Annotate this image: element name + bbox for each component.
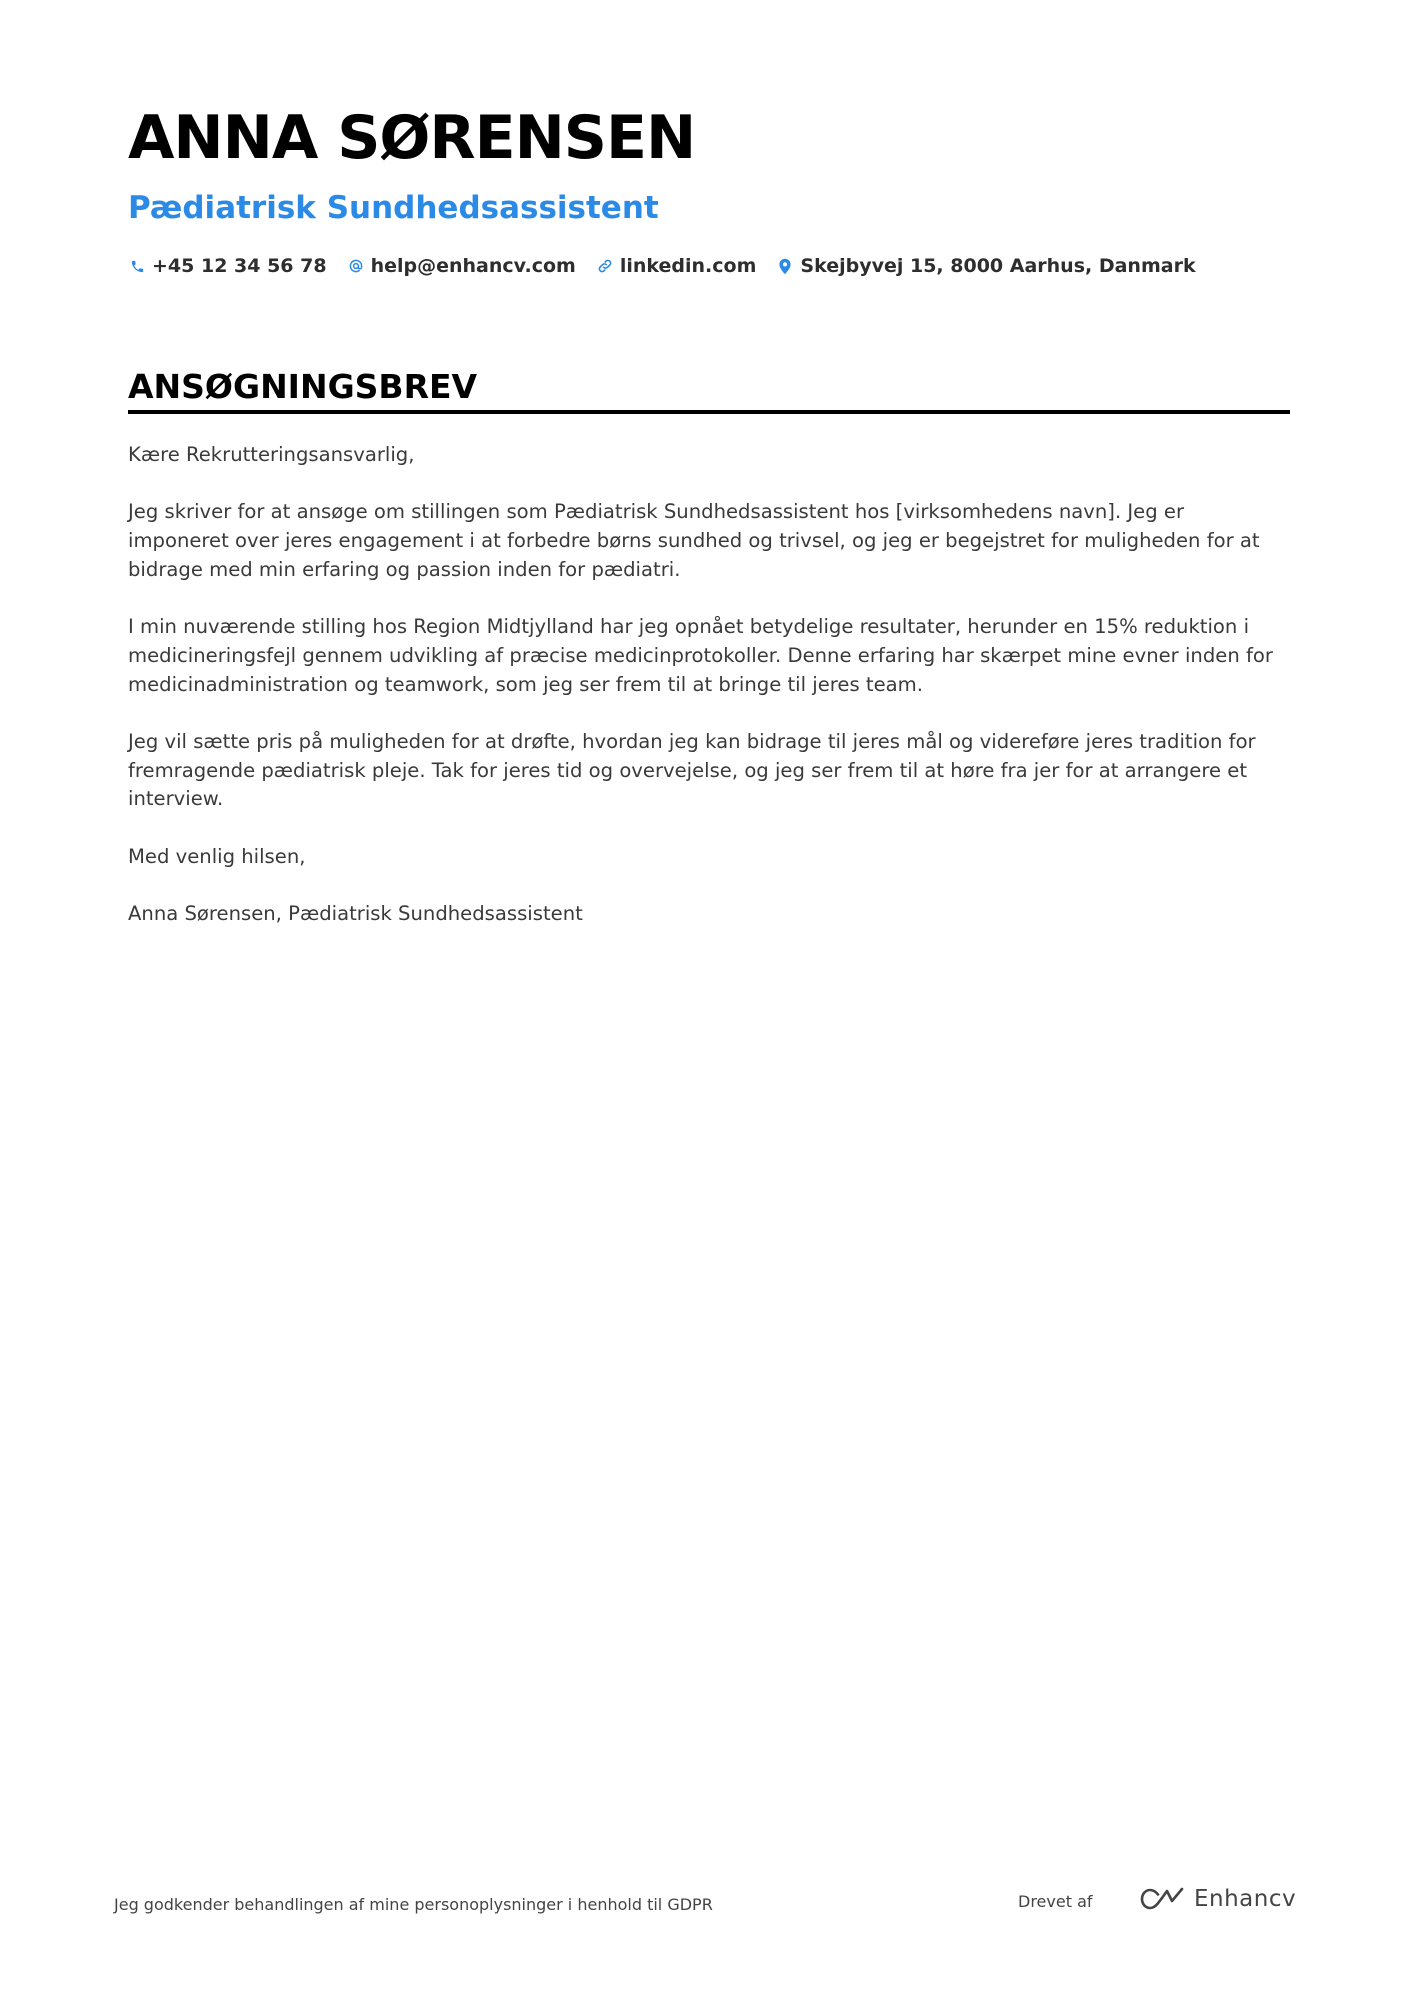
- letter-closing: Med venlig hilsen,: [128, 844, 306, 868]
- section-divider: [128, 410, 1290, 414]
- location-pin-icon: [776, 257, 794, 275]
- letter-body: [128, 441, 1290, 958]
- letter-greeting: Kære Rekrutteringsansvarlig,: [128, 443, 415, 466]
- section-title: ANSØGNINGSBREV: [128, 367, 478, 406]
- enhancv-logo-icon: [1138, 1886, 1186, 1912]
- gdpr-consent-text: Jeg godkender behandlingen af mine personoplysninger i henhold til GDPR: [114, 1895, 713, 1914]
- at-icon: [347, 257, 365, 275]
- contact-address: [776, 255, 1195, 277]
- contact-bar: [128, 255, 1216, 277]
- contact-address-text: Skejbyvej 15, 8000 Aarhus, Danmark: [800, 255, 1196, 277]
- contact-linkedin-text[interactable]: linkedin.com: [619, 255, 757, 277]
- link-icon: [596, 257, 614, 275]
- contact-phone-text: +45 12 34 56 78: [152, 255, 327, 277]
- letter-paragraph: Jeg skriver for at ansøge om stillingen som Pædiatrisk Sundhedsassistent hos [virksomhedens navn]. Jeg er imponeret over jeres engagement i at forbedre børns sundhed og trivsel, og jeg er begejstret for muligheden for at bidrage med min erfaring og passion inden for pædiatri.: [128, 500, 1260, 581]
- contact-email-text[interactable]: help@enhancv.com: [370, 255, 576, 277]
- letter-paragraph: I min nuværende stilling hos Region Midtjylland har jeg opnået betydelige resultater, herunder en 15% reduktion i medicineringsfejl gennem udvikling af præcise medicinprotokoller. Denne erfaring har skærpet mine evner inden for medicinadministration og teamwork, som jeg ser frem til at bringe til jeres team.: [128, 615, 1273, 696]
- contact-email[interactable]: [347, 255, 576, 277]
- enhancv-brand[interactable]: [1138, 1886, 1296, 1912]
- powered-by-text: Drevet af: [1018, 1892, 1093, 1911]
- applicant-name: ANNA SØRENSEN: [128, 103, 696, 173]
- job-title: Pædiatrisk Sundhedsassistent: [128, 190, 659, 226]
- contact-linkedin[interactable]: [596, 255, 757, 277]
- enhancv-brand-name[interactable]: Enhancv: [1194, 1886, 1297, 1912]
- contact-phone: [128, 255, 327, 277]
- letter-signature: Anna Sørensen, Pædiatrisk Sundhedsassistent: [128, 902, 583, 926]
- phone-icon: [128, 257, 146, 275]
- letter-paragraph: Jeg vil sætte pris på muligheden for at drøfte, hvordan jeg kan bidrage til jeres mål og videreføre jeres tradition for fremragende pædiatrisk pleje. Tak for jeres tid og overvejelse, og jeg ser frem til at høre fra jer for at arrangere et interview.: [128, 729, 1256, 811]
